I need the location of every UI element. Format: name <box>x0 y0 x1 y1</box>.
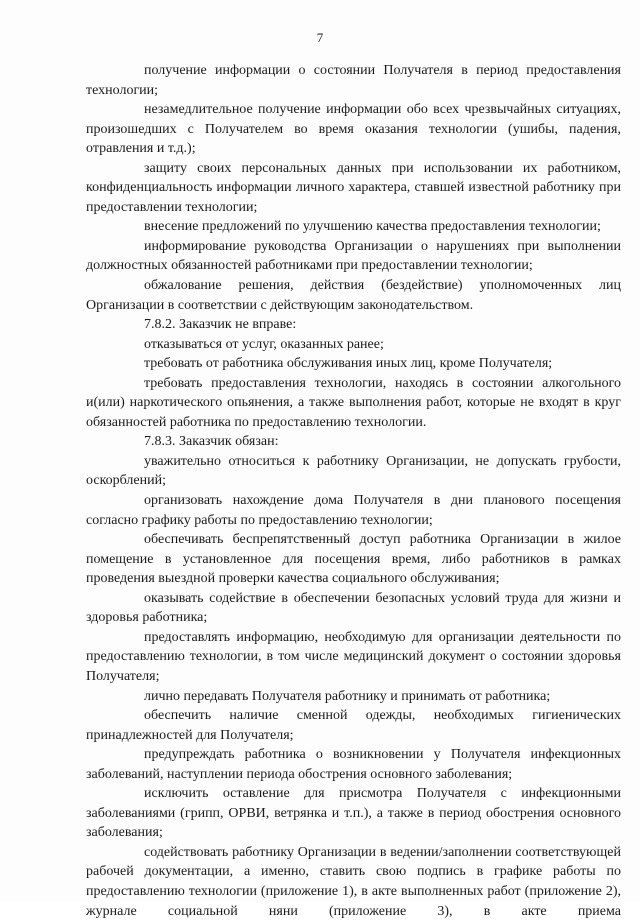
paragraph: требовать от работника обслуживания иных лиц, кроме Получателя; <box>144 356 553 372</box>
paragraph: обеспечивать беспрепятственный доступ работника Организации в жилое помещение в установленное для посещения время, либо работников в рамках проведения выездной проверки качества социального обслуживания; <box>86 532 621 587</box>
paragraph: исключить оставление для присмотра Получателя с инфекционными заболеваниями (грипп, ОРВИ, ветрянка и т.п.), а также в период обострения основного заболевания; <box>86 786 621 841</box>
paragraph: содействовать работнику Организации в ведении/заполнении соответствующей рабочей документации, а именно, ставить свою подпись в графике работы по предоставлению технологии (приложение 1), в акте выполненных работ (приложение 2), журнале социальной няни (приложение 3), в акте приема <box>86 844 621 919</box>
section-heading: 7.8.3. Заказчик обязан: <box>144 434 279 450</box>
section-heading: 7.8.2. Заказчик не вправе: <box>144 317 297 333</box>
document-body <box>86 61 621 921</box>
paragraph: лично передавать Получателя работнику и принимать от работника; <box>144 688 551 704</box>
paragraph: предоставлять информацию, необходимую для организации деятельности по предоставлению технологии, в том числе медицинский документ о состоянии здоровья Получателя; <box>86 629 621 684</box>
paragraph: предупреждать работника о возникновении у Получателя инфекционных заболеваний, наступлении периода обострения основного заболевания; <box>86 747 621 782</box>
paragraph: уважительно относиться к работнику Организации, не допускать грубости, оскорблений; <box>86 453 621 489</box>
paragraph: оказывать содействие в обеспечении безопасных условий труда для жизни и здоровья работника; <box>86 590 621 626</box>
paragraph: обжалование решения, действия (бездействие) уполномоченных лиц Организации в соответствии с действующим законодательством. <box>86 278 621 313</box>
paragraph: обеспечить наличие сменной одежды, необходимых гигиенических принадлежностей для Получателя; <box>86 708 621 743</box>
paragraph: информирование руководства Организации о нарушениях при выполнении должностных обязанностей работниками при предоставлении технологии; <box>86 238 621 274</box>
paragraph: отказываться от услуг, оказанных ранее; <box>144 336 384 352</box>
page-number: 7 <box>316 30 324 45</box>
paragraph: защиту своих персональных данных при использовании их работником, конфиденциальность информации личного характера, ставшей известной работнику при предоставлении технологии; <box>86 160 621 215</box>
paragraph: получение информации о состоянии Получателя в период предоставления технологии; <box>86 63 621 98</box>
paragraph: внесение предложений по улучшению качества предоставления технологии; <box>144 219 601 235</box>
paragraph: организовать нахождение дома Получателя в дни планового посещения согласно графику работы по предоставлению технологии; <box>86 493 621 528</box>
paragraph: незамедлительное получение информации обо всех чрезвычайных ситуациях, произошедших с Получателем во время оказания технологии (ушибы, падения, отравления и т.д.); <box>86 102 621 157</box>
paragraph: требовать предоставления технологии, находясь в состоянии алкогольного и(или) наркотического опьянения, а также выполнения работ, которые не входят в круг обязанностей работника по предоставлению технологии. <box>86 375 621 430</box>
